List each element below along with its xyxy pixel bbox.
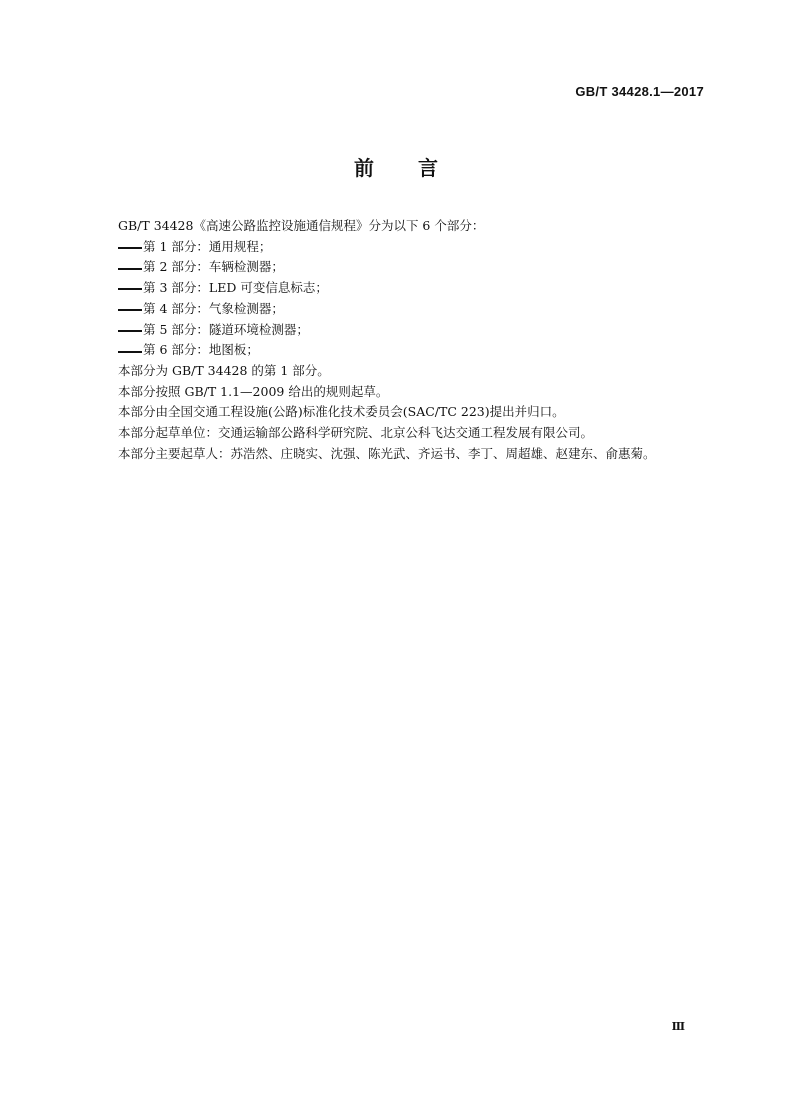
list-item [118, 340, 718, 361]
drafters-statement: 本部分主要起草人：苏浩然、庄晓实、沈强、陈光武、齐运书、李丁、周超雄、赵建东、俞惠菊。 [118, 445, 656, 461]
list-item [118, 237, 718, 258]
list-item-text: 第 5 部分：隧道环境检测器； [143, 321, 309, 337]
em-dash-marker [118, 268, 142, 270]
em-dash-marker [118, 247, 142, 249]
list-item-text: 第 1 部分：通用规程； [143, 238, 272, 254]
list-item-text: 第 3 部分：LED 可变信息标志； [143, 280, 328, 296]
part-statement: 本部分为 GB/T 34428 的第 1 部分。 [118, 362, 330, 378]
drafting-rules-statement: 本部分按照 GB/T 1.1—2009 给出的规则起草。 [118, 383, 389, 399]
list-item-text: 第 4 部分：气象检测器； [143, 300, 284, 316]
proposer-statement: 本部分由全国交通工程设施(公路)标准化技术委员会(SAC/TC 223)提出并归口。 [118, 404, 565, 420]
list-item-text: 第 6 部分：地图板； [143, 342, 259, 358]
list-item [118, 257, 718, 278]
list-item [118, 320, 718, 341]
em-dash-marker [118, 288, 142, 290]
page-title: 前言 [354, 156, 482, 180]
foreword-body [118, 216, 718, 464]
intro-paragraph: GB/T 34428《高速公路监控设施通信规程》分为以下 6 个部分： [118, 218, 485, 233]
page-number: Ⅲ [671, 1020, 685, 1033]
em-dash-marker [118, 351, 142, 353]
list-item [118, 278, 718, 299]
em-dash-marker [118, 330, 142, 332]
list-item-text: 第 2 部分：车辆检测器； [143, 259, 284, 275]
list-item [118, 299, 718, 320]
em-dash-marker [118, 309, 142, 311]
drafting-units-statement: 本部分起草单位：交通运输部公路科学研究院、北京公科飞达交通工程发展有限公司。 [118, 425, 594, 441]
standard-number: GB/T 34428.1—2017 [575, 84, 704, 99]
